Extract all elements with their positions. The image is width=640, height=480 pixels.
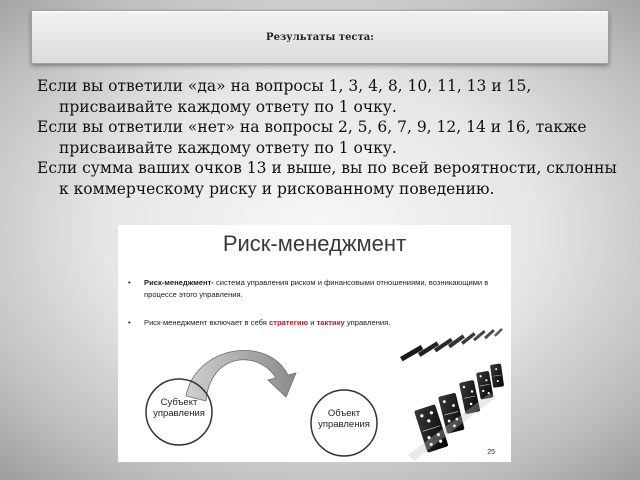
- bullet-dot-icon: •: [128, 278, 131, 287]
- strategy-text-pre: Риск-менеджмент включает в себя: [144, 318, 270, 327]
- paragraph-score-result: Если сумма ваших очков 13 и выше, вы по всей вероятности, склонны к коммерческому риску и рискованному поведению.: [37, 159, 617, 198]
- slide-page-number: 25: [487, 449, 495, 456]
- tactics-highlight: тактику: [316, 318, 345, 327]
- strategy-highlight: стратегию: [269, 318, 309, 327]
- risk-management-image: [118, 225, 511, 462]
- paragraph-yes-answers: Если вы ответили «да» на вопросы 1, 3, 4, 8, 10, 11, 13 и 15, присваивайте каждому ответу по 1 очку.: [37, 77, 532, 116]
- curved-arrow-icon: [186, 350, 296, 401]
- dominoes-icon: [400, 328, 504, 461]
- strategy-text-mid: и: [308, 318, 317, 327]
- slide-title: Результаты теста:: [266, 31, 374, 43]
- test-results-text: [37, 76, 617, 199]
- object-label: Объект управления: [318, 408, 370, 430]
- strategy-text-post: управления.: [344, 318, 391, 327]
- paragraph-no-answers: Если вы ответили «нет» на вопросы 2, 5, 6, 7, 9, 12, 14 и 16, также присваивайте каждому ответу по 1 очку.: [37, 118, 587, 157]
- definition-term: Риск-менеджмент-: [144, 278, 214, 287]
- definition-text: система управления риском и финансовыми отношениями, возникающими в процессе этого управления.: [144, 278, 489, 299]
- bullet-dot-icon: •: [128, 318, 131, 327]
- subject-label: Субъект управления: [153, 397, 205, 419]
- slide-title-box: [31, 10, 609, 64]
- risk-management-title: Риск-менеджмент: [222, 231, 407, 256]
